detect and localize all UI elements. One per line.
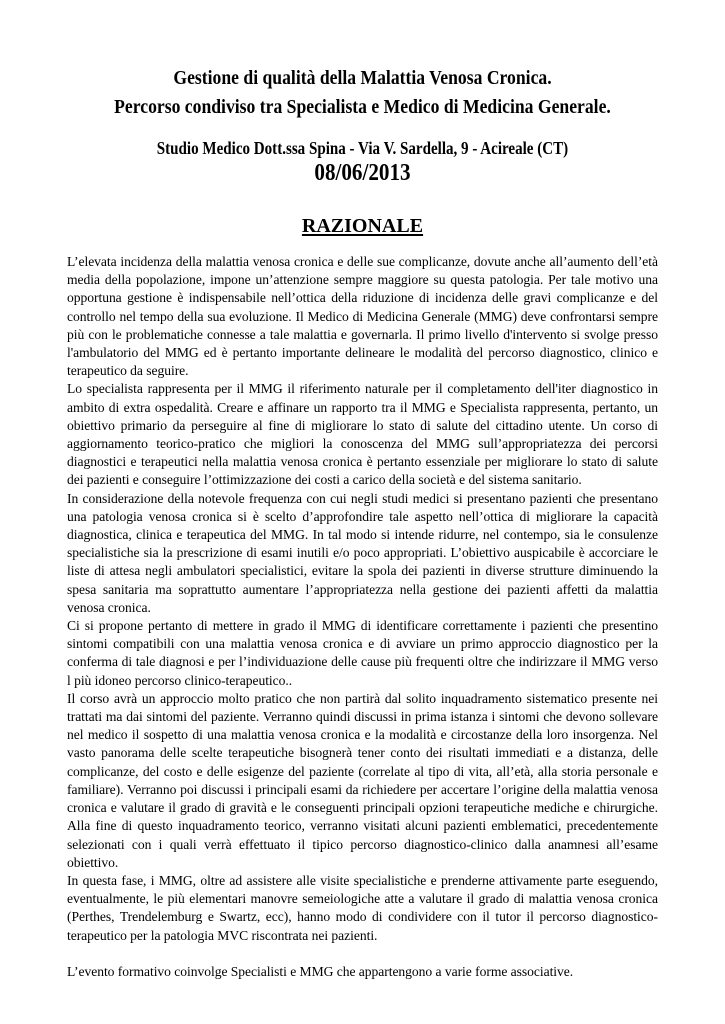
document-page <box>67 64 658 981</box>
event-date: 08/06/2013 <box>314 160 411 186</box>
section-body <box>67 253 658 981</box>
document-title-line-1: Gestione di qualità della Malattia Venosa Cronica. <box>173 67 552 89</box>
body-paragraph-5: Il corso avrà un approccio molto pratico che non partirà dal solito inquadramento sistematico presente nei trattati ma dai sintomi del paziente. Verranno quindi discussi in prima istanza i sintomi che devono sollevare nel medico il sospetto di una malattia venosa cronica e la modalità e circostanze della loro insorgenza. Nel vasto panorama delle scelte terapeutiche bisognerà tener conto dei risultati immediati e a distanza, delle complicanze, del costo e delle esigenze del paziente (correlate al tipo di vita, all’età, alla storia personale e familiare). Verranno poi discussi i principali esami da richiedere per accertare l’origine della malattia venosa cronica e valutare il grado di gravità e le conseguenti principali opzioni terapeutiche mediche e chirurgiche. Alla fine di questo inquadramento teorico, verranno visitati alcuni pazienti emblematici, precedentemente selezionati con i quali verrà effettuato il tipico percorso diagnostico-clinico dalla anamnesi all’esame obiettivo. <box>67 690 658 870</box>
closing-paragraph: L’evento formativo coinvolge Specialisti e MMG che appartengono a varie forme associative. <box>67 963 574 979</box>
body-paragraph-1: L’elevata incidenza della malattia venosa cronica e delle sue complicanze, dovute anche all’aumento dell’età media della popolazione, impone un’attenzione sempre maggiore su questa patologia. Per tale motivo una opportuna gestione è indispensabile nell’ottica della riduzione di incidenza delle gravi complicanze e del controllo nel tempo della sua evoluzione. Il Medico di Medicina Generale (MMG) deve confrontarsi sempre più con le problematiche connesse a tale malattia e governarla. Il primo livello d'intervento si svolge presso l'ambulatorio del MMG ed è pertanto importante delineare le modalità del percorso diagnostico, clinico e terapeutico da seguire. <box>67 254 658 379</box>
document-title-line-2: Percorso condiviso tra Specialista e Medico di Medicina Generale. <box>114 96 611 118</box>
body-paragraph-4: Ci si propone pertanto di mettere in grado il MMG di identificare correttamente i pazienti che presentino sintomi compatibili con una malattia venosa cronica e di avviare un primo approccio diagnostico per la conferma di tale diagnosi e per l’individuazione delle cause più frequenti oltre che indirizzare il MMG verso l più idoneo percorso clinico-terapeutico.. <box>67 618 658 688</box>
body-paragraph-2: Lo specialista rappresenta per il MMG il riferimento naturale per il completamento dell'iter diagnostico in ambito di extra ospedalità. Creare e affinare un rapporto tra il MMG e Specialista rappresenta, pertanto, un obiettivo primario da perseguire al fine di migliorare lo stato di salute del cittadino utente. Un corso di aggiornamento teorico-pratico che migliori la conoscenza del MMG sull’appropriatezza dei percorsi diagnostici e terapeutici nella malattia venosa cronica è pertanto essenziale per migliorare lo stato di salute dei pazienti e conseguire l’ottimizzazione dei costi a carico della società e del sistema sanitario. <box>67 381 658 488</box>
body-paragraph-3: In considerazione della notevole frequenza con cui negli studi medici si presentano pazienti che presentano una patologia venosa cronica si è scelto d’approfondire tale aspetto nell’ottica di migliorare la capacità diagnostica, clinica e terapeutica del MMG. In tal modo si intende ridurre, nel contempo, sia le consulenze specialistiche sia la prescrizione di esami inutili e/o poco appropriati. L’obiettivo auspicabile è accorciare le liste di attesa negli ambulatori specialistici, evitare la spola dei pazienti in diverse strutture diminuendo la spesa sanitaria ma soprattutto aumentare l’appropriatezza nella gestione dei pazienti affetti da malattia venosa cronica. <box>67 490 658 615</box>
event-venue: Studio Medico Dott.ssa Spina - Via V. Sardella, 9 - Acireale (CT) <box>156 138 569 158</box>
section-heading: RAZIONALE <box>301 215 424 237</box>
body-paragraph-6: In questa fase, i MMG, oltre ad assistere alle visite specialistiche e prenderne attivamente parte eseguendo, eventualmente, le più elementari manovre semeiologiche atte a valutare il grado di malattia venosa cronica (Perthes, Trendelemburg e Swartz, ecc), hanno modo di condividere con il tutor il percorso diagnostico-terapeutico per la patologia MVC riscontrata nei pazienti. <box>67 872 658 943</box>
